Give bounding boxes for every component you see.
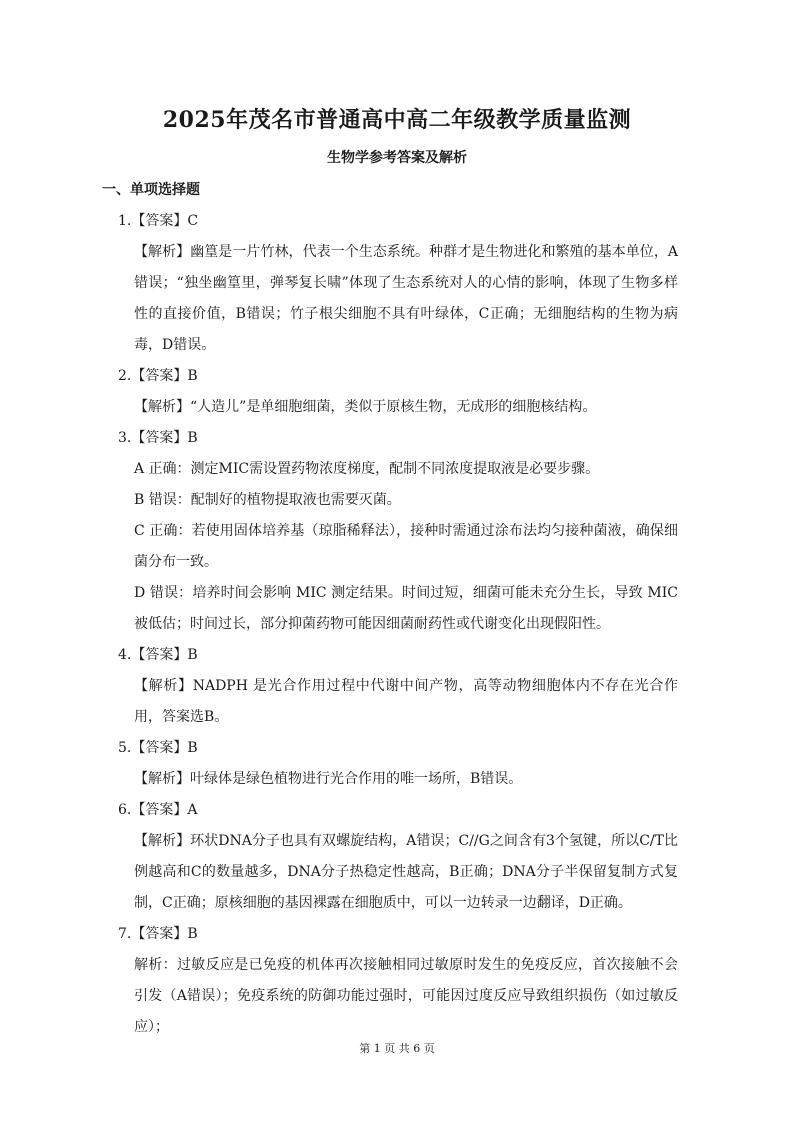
option-analysis: B 错误：配制好的植物提取液也需要灭菌。 <box>134 492 401 508</box>
answer-line: 1.【答案】C <box>118 213 199 229</box>
analysis-text: 【解析】叶绿体是绿色植物进行光合作用的唯一场所，B错误。 <box>134 771 523 787</box>
analysis-text: 【解析】“人造儿”是单细胞细菌，类似于原核生物，无成形的细胞核结构。 <box>134 399 597 415</box>
answer-line: 2.【答案】B <box>118 368 198 384</box>
section-heading: 一、单项选择题 <box>102 182 200 198</box>
analysis-text: 【解析】环状DNA分子也具有双螺旋结构，A错误；C//G之间含有3个氢键，所以C/T比例越高和C的数量越多，DNA分子热稳定性越高，B正确；DNA分子半保留复制方式复制，C正确；原核细胞的基因裸露在细胞质中，可以一边转录一边翻译，D正确。 <box>134 833 678 911</box>
question-5 <box>110 733 678 795</box>
document-subtitle: 生物学参考答案及解析 <box>327 150 467 166</box>
answer-line: 3.【答案】B <box>118 430 198 446</box>
question-2 <box>110 361 678 423</box>
question-4 <box>110 640 678 733</box>
answer-line: 5.【答案】B <box>118 740 198 756</box>
answer-content <box>102 175 678 1043</box>
question-6 <box>110 795 678 919</box>
option-analysis: A 正确：测定MIC需设置药物浓度梯度，配制不同浓度提取液是必要步骤。 <box>134 461 600 477</box>
question-3 <box>110 423 678 640</box>
analysis-text: 【解析】NADPH 是光合作用过程中代谢中间产物，高等动物细胞体内不存在光合作用，答案选B。 <box>134 678 678 725</box>
answer-line: 6.【答案】A <box>118 802 198 818</box>
question-7 <box>110 919 678 1043</box>
option-analysis: D 错误：培养时间会影响 MIC 测定结果。时间过短，细菌可能未充分生长，导致 MIC 被低估；时间过长，部分抑菌药物可能因细菌耐药性或代谢变化出现假阳性。 <box>134 585 678 632</box>
option-analysis: C 正确：若使用固体培养基（琼脂稀释法），接种时需通过涂布法均匀接种菌液，确保细菌分布一致。 <box>134 523 678 570</box>
answer-line: 7.【答案】B <box>118 926 198 942</box>
page-footer: 第 1 页 共 6 页 <box>359 1042 435 1055</box>
question-1 <box>110 206 678 361</box>
answer-line: 4.【答案】B <box>118 647 198 663</box>
analysis-text: 【解析】幽篁是一片竹林，代表一个生态系统。种群才是生物进化和繁殖的基本单位，A错误；“独坐幽篁里，弹琴复长啸”体现了生态系统对人的心情的影响，体现了生物多样性的直接价值，B错误；竹子根尖细胞不具有叶绿体，C正确；无细胞结构的生物为病毒，D错误。 <box>134 244 678 353</box>
document-title: 2025年茂名市普通高中高二年级教学质量监测 <box>162 107 632 133</box>
analysis-text: 解析：过敏反应是已免疫的机体再次接触相同过敏原时发生的免疫反应，首次接触不会引发（A错误）；免疫系统的防御功能过强时，可能因过度反应导致组织损伤（如过敏反应）； <box>134 957 678 1035</box>
